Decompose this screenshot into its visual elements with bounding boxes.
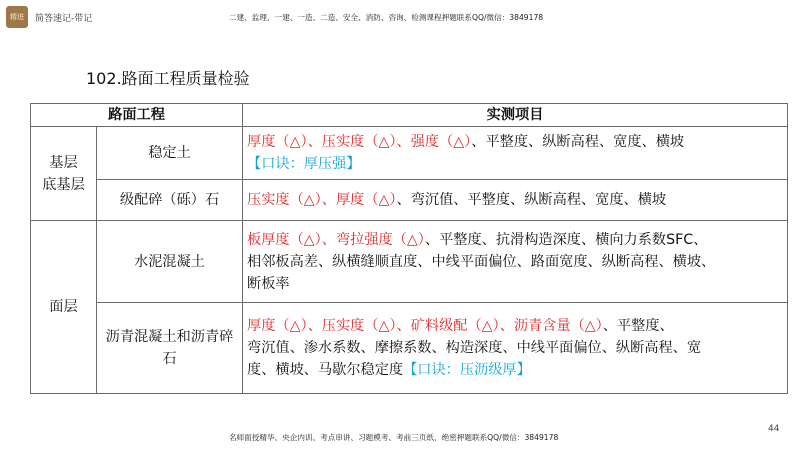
group-label-surface (31, 221, 97, 394)
logo-mark (6, 6, 28, 28)
items-text: 、平整度、 (602, 318, 674, 334)
logo (6, 6, 92, 28)
page-number: 44 (768, 424, 780, 434)
row-items-stabilized-soil (243, 127, 788, 180)
table-row (31, 221, 788, 303)
items-text: 断板率 (247, 275, 290, 292)
item-line (247, 131, 784, 153)
items-text: 、弯沉值、平整度、纵断高程、宽度、横坡 (396, 192, 667, 208)
header-note: 二建、监理、一建、一造、二造、安全、消防、咨询、检测课程押题联系QQ/微信：3849178 (229, 13, 544, 22)
items-text: 、平整度、抗滑构造深度、横向力系数SFC、 (424, 231, 708, 248)
item-line (247, 251, 784, 273)
mnemonic-text: 【口诀：压沥级厚】 (403, 362, 531, 378)
group-label-line: 底基层 (42, 176, 85, 193)
logo-text: 精进 (10, 12, 24, 21)
item-line (247, 359, 784, 381)
key-items-text: 板厚度（△）、弯拉强度（△） (247, 231, 425, 248)
group-label-line: 面层 (49, 299, 78, 315)
items-text: 相邻板高差、纵横缝顺直度、中线平面偏位、路面宽度、纵断高程、横坡、 (247, 253, 716, 270)
key-items-text: 厚度（△）、压实度（△）、强度（△） (247, 134, 472, 150)
col-header-road-engineering: 路面工程 (31, 104, 243, 127)
items-text: 弯沉值、渗水系数、摩擦系数、构造深度、中线平面偏位、纵断高程、宽 (247, 340, 702, 356)
item-line (247, 337, 784, 359)
row-items-asphalt-concrete (243, 303, 788, 394)
key-items-text: 压实度（△）、厚度（△） (247, 192, 397, 208)
mnemonic-text: 【口诀：厚压强】 (247, 156, 361, 172)
group-label-base (31, 127, 97, 221)
row-name-graded-gravel: 级配碎（砾）石 (97, 180, 243, 221)
table-row (31, 127, 788, 180)
table-header-row (31, 104, 788, 127)
table-row (31, 303, 788, 394)
key-items-text: 厚度（△）、压实度（△）、矿料级配（△）、沥青含量（△） (247, 318, 603, 334)
row-name-cement-concrete: 水泥混凝土 (97, 221, 243, 303)
items-text: 度、横坡、马歇尔稳定度 (247, 362, 404, 378)
row-items-cement-concrete (243, 221, 788, 303)
item-line (247, 153, 784, 175)
table-row (31, 180, 788, 221)
item-line (247, 315, 784, 337)
group-label-line: 基层 (49, 154, 78, 171)
col-header-measured-items: 实测项目 (243, 104, 788, 127)
section-title: 102.路面工程质量检验 (86, 69, 250, 88)
quality-inspection-table (30, 103, 788, 394)
row-name-text: 沥青混凝土和沥青碎石 (105, 329, 234, 367)
items-text: 、平整度、纵断高程、宽度、横坡 (471, 134, 685, 150)
item-line (247, 273, 784, 295)
item-line (247, 189, 784, 211)
logo-caption: 简答速记-带记 (35, 13, 93, 24)
row-name-asphalt-concrete (97, 303, 243, 394)
item-line (247, 229, 784, 251)
row-name-stabilized-soil: 稳定土 (97, 127, 243, 180)
footer-note: 名师面授精华、央企内训、考点串讲、习题模考、考前三页纸、绝密押题联系QQ/微信：3849178 (229, 433, 559, 442)
row-items-graded-gravel (243, 180, 788, 221)
